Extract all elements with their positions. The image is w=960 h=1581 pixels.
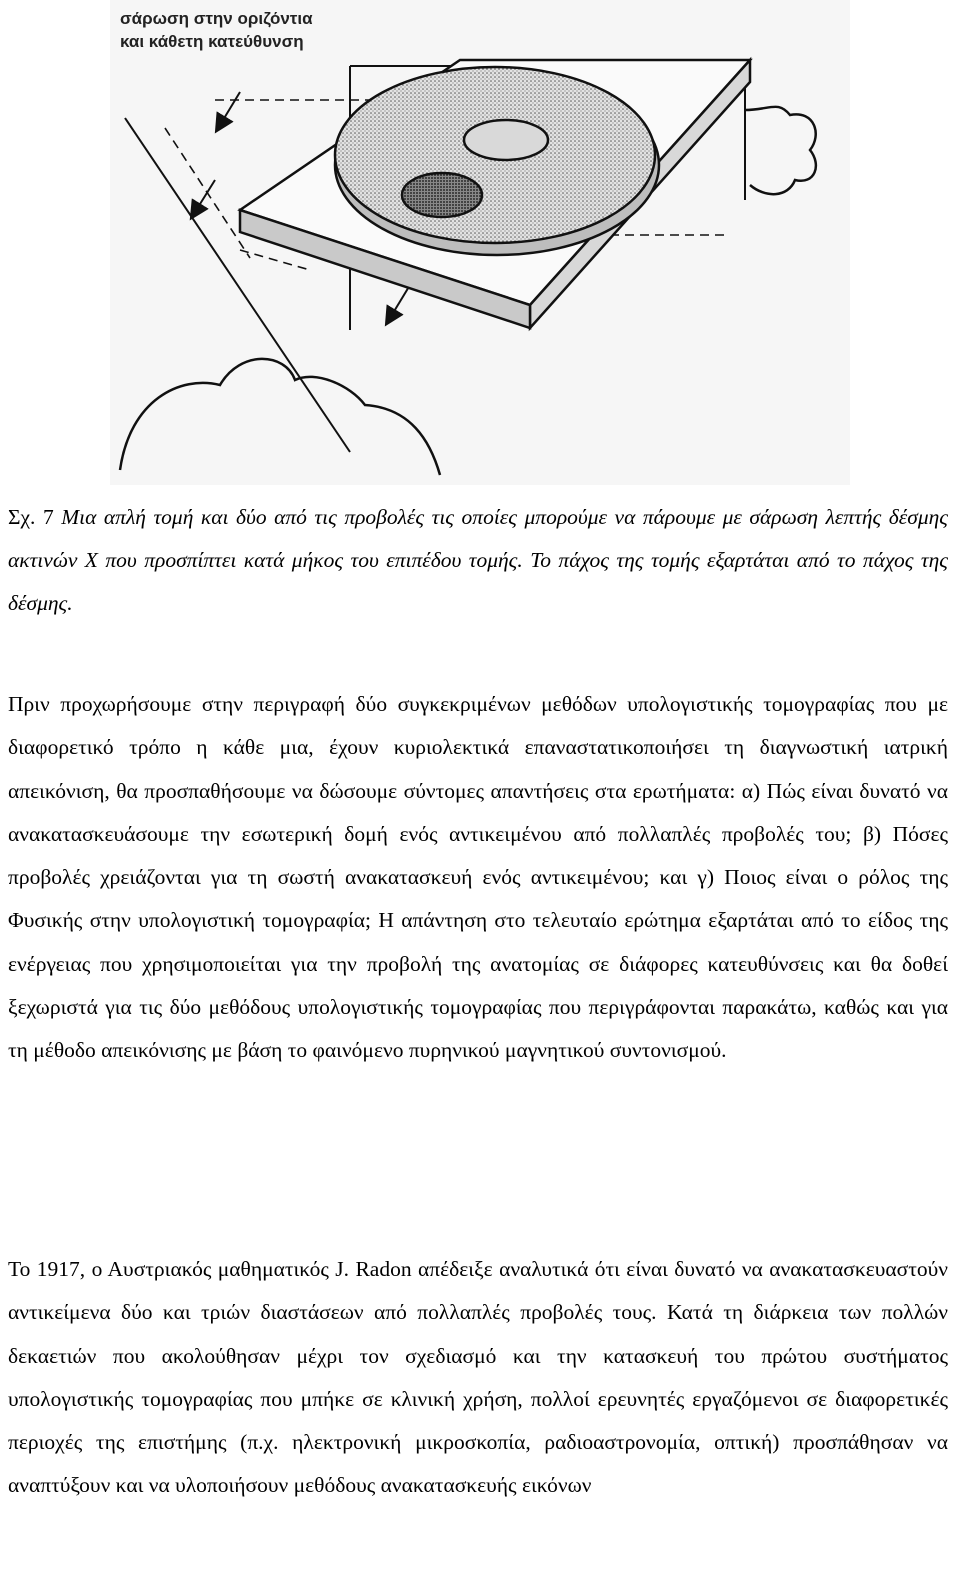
caption-label: Σχ. 7 — [8, 505, 54, 529]
tomography-figure — [110, 0, 850, 485]
paragraph-2: Το 1917, ο Αυστριακός μαθηματικός J. Radon απέδειξε αναλυτικά ότι είναι δυνατό να ανακατασκευαστούν αντικείμενα δύο και τριών διαστάσεων από πολλαπλές προβολές τους. Κατά τη διάρκεια των πολλών δεκαετιών που ακολούθησαν μέχρι τον σχεδιασμό και την κατασκευή του πρώτου συστήματος υπολογιστικής τομογραφίας που μπήκε σε κλινική χρήση, πολλοί ερευνητές εργαζόμενοι σε διαφορετικές περιοχές της επιστήμης (π.χ. ηλεκτρονική μικροσκοπία, ραδιοαστρονομία, οπτική) προσπάθησαν να αναπτύξουν και να υλοποιήσουν μεθόδους ανακατασκευής εικόνων — [8, 1257, 948, 1498]
caption-text: Μια απλή τομή και δύο από τις προβολές τις οποίες μπορούμε να πάρουμε με σάρωση λεπτής δέσμης ακτινών Χ που προσπίπτει κατά μήκος του επιπέδου τομής. Το πάχος της τομής εξαρτάται από το πάχος της δέσμης. — [8, 505, 949, 615]
scanning-diagram — [110, 0, 850, 485]
paragraph-1: Πριν προχωρήσουμε στην περιγραφή δύο συγκεκριμένων μεθόδων υπολογιστικής τομογραφίας που με διαφορετικό τρόπο η κάθε μια, έχουν κυριολεκτικά επαναστατικοποιήσει τη διαγνωστική ιατρική απεικόνιση, θα προσπαθήσουμε να δώσουμε σύντομες απαντήσεις στα ερωτήματα: α) Πώς είναι δυνατό να ανακατασκευάσουμε την εσωτερική δομή ενός αντικειμένου από πολλαπλές προβολές του; β) Πόσες προβολές χρειάζονται για τη σωστή ανακατασκευή ενός αντικειμένου; και γ) Ποιος είναι ο ρόλος της Φυσικής στην υπολογιστική τομογραφία; Η απάντηση στο τελευταίο ερώτημα εξαρτάται από το είδος της ενέργειας που χρησιμοποιείται για την προβολή της ανατομίας σε διάφορες κατευθύνσεις και θα δοθεί ξεχωριστά για τις δύο μεθόδους υπολογιστικής τομογραφίας που περιγράφονται παρακάτω, καθώς και για τη μέθοδο απεικόνισης με βάση το φαινόμενο πυρηνικού μαγνητικού συντονισμού. — [8, 692, 948, 1063]
figure-label-line2: και κάθετη κατεύθυνση — [120, 32, 304, 51]
figure-caption — [8, 496, 948, 625]
right-projection-profile — [745, 107, 816, 194]
bottom-projection-profile — [120, 359, 440, 475]
cross-section-disk — [335, 67, 659, 255]
light-region — [464, 120, 548, 160]
figure-label-line1: σάρωση στην οριζόντια — [120, 9, 313, 28]
dense-region — [402, 173, 482, 217]
